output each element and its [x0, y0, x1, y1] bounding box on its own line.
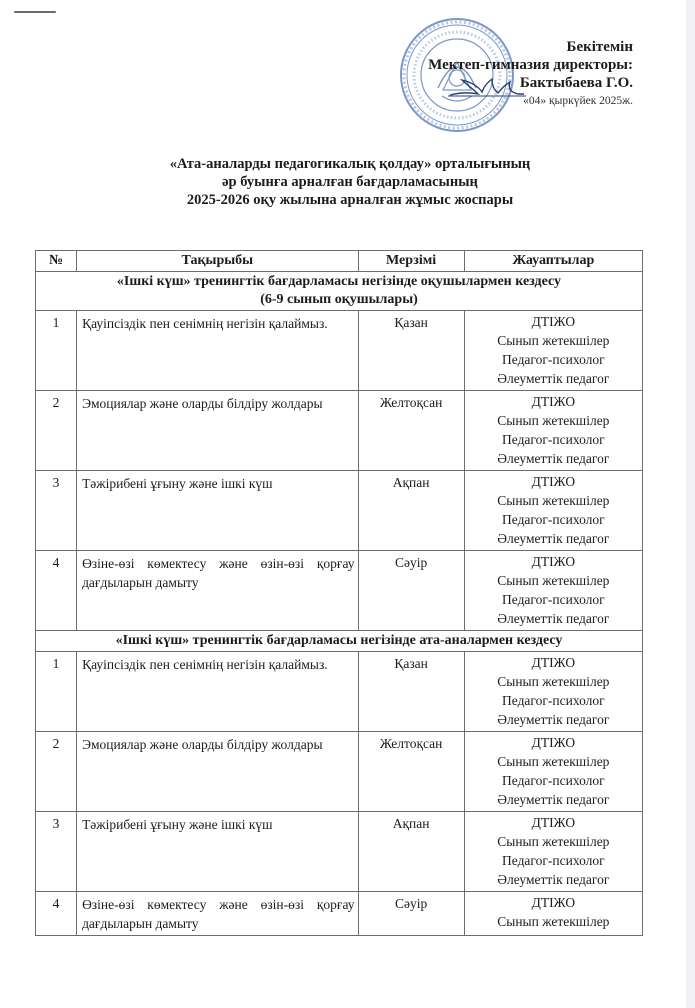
responsible-item: Педагог-психолог	[502, 853, 605, 868]
responsible-item: ДТІЖО	[531, 655, 576, 670]
row-number: 3	[36, 471, 77, 551]
table-row	[36, 812, 643, 892]
work-plan-table	[35, 250, 643, 936]
responsible-item: ДТІЖО	[531, 394, 576, 409]
row-responsible	[464, 311, 642, 391]
header-responsible: Жауаптылар	[464, 251, 642, 272]
responsible-item: ДТІЖО	[531, 895, 576, 910]
table-row	[36, 311, 643, 391]
row-topic: Өзіне-өзі көмектесу және өзін-өзі қорғау дағдыларын дамыту	[77, 551, 358, 631]
header-topic: Тақырыбы	[77, 251, 358, 272]
row-topic: Қауіпсіздік пен сенімнің негізін қалаймыз.	[77, 652, 358, 732]
row-number: 1	[36, 311, 77, 391]
row-number: 4	[36, 892, 77, 936]
row-responsible	[464, 732, 642, 812]
title-line-1: «Ата-аналарды педагогикалық қолдау» орталығының	[169, 156, 531, 172]
responsible-item: Педагог-психолог	[502, 432, 605, 447]
row-number: 4	[36, 551, 77, 631]
table-row	[36, 732, 643, 812]
title-line-3: 2025-2026 оқу жылына арналған жұмыс жоспары	[186, 192, 514, 208]
responsible-item: Педагог-психолог	[502, 352, 605, 367]
responsible-item: Сынып жетекшілер	[497, 834, 610, 849]
row-responsible	[464, 812, 642, 892]
row-topic: Эмоциялар және оларды білдіру жолдары	[77, 391, 358, 471]
responsible-item: ДТІЖО	[531, 735, 576, 750]
section-subtitle: (6-9 сынып оқушылары)	[260, 292, 418, 307]
row-responsible	[464, 551, 642, 631]
row-date: Қазан	[358, 311, 464, 391]
table-header-row	[36, 251, 643, 272]
row-number: 2	[36, 732, 77, 812]
table-row	[36, 391, 643, 471]
approval-date: «04» қыркүйек 2025ж.	[523, 95, 633, 107]
responsible-item: Әлеуметтік педагог	[497, 872, 610, 887]
row-responsible	[464, 892, 642, 936]
responsible-item: Сынып жетекшілер	[497, 674, 610, 689]
responsible-item: ДТІЖО	[531, 314, 576, 329]
approval-name: Бактыбаева Г.О.	[519, 75, 633, 91]
header-date: Мерзімі	[358, 251, 464, 272]
corner-mark	[14, 11, 56, 13]
document-title	[100, 155, 600, 209]
responsible-item: Әлеуметтік педагог	[497, 712, 610, 727]
responsible-item: Әлеуметтік педагог	[497, 611, 610, 626]
responsible-item: Әлеуметтік педагог	[497, 371, 610, 386]
responsible-item: Сынып жетекшілер	[497, 573, 610, 588]
row-number: 1	[36, 652, 77, 732]
row-responsible	[464, 471, 642, 551]
section-title-line: «Ішкі күш» тренингтік бағдарламасы негізінде ата-аналармен кездесу	[115, 633, 563, 648]
row-date: Ақпан	[358, 812, 464, 892]
row-topic: Тәжірибені ұғыну және ішкі күш	[77, 471, 358, 551]
responsible-item: Педагог-психолог	[502, 592, 605, 607]
section-row	[36, 631, 643, 652]
section-title	[36, 631, 643, 652]
row-topic: Қауіпсіздік пен сенімнің негізін қалаймыз.	[77, 311, 358, 391]
responsible-item: Сынып жетекшілер	[497, 333, 610, 348]
section-title	[36, 272, 643, 311]
approval-block	[428, 38, 633, 110]
row-number: 2	[36, 391, 77, 471]
table-row	[36, 551, 643, 631]
row-responsible	[464, 652, 642, 732]
responsible-item: Әлеуметтік педагог	[497, 792, 610, 807]
responsible-item: Педагог-психолог	[502, 512, 605, 527]
row-topic: Тәжірибені ұғыну және ішкі күш	[77, 812, 358, 892]
responsible-item: ДТІЖО	[531, 815, 576, 830]
table-row	[36, 471, 643, 551]
responsible-item: Сынып жетекшілер	[497, 914, 610, 929]
responsible-item: ДТІЖО	[531, 554, 576, 569]
row-date: Сәуір	[358, 892, 464, 936]
responsible-item: Педагог-психолог	[502, 773, 605, 788]
responsible-item: Педагог-психолог	[502, 693, 605, 708]
approval-position: Мектеп-гимназия директоры:	[428, 57, 633, 73]
responsible-item: Сынып жетекшілер	[497, 754, 610, 769]
table-row	[36, 892, 643, 936]
section-title-line: «Ішкі күш» тренингтік бағдарламасы негізінде оқушылармен кездесу	[116, 274, 562, 289]
page-right-margin	[686, 0, 695, 1008]
row-date: Ақпан	[358, 471, 464, 551]
title-line-2: әр буынға арналған бағдарламасының	[222, 174, 478, 190]
responsible-item: Әлеуметтік педагог	[497, 451, 610, 466]
table-row	[36, 652, 643, 732]
responsible-item: Әлеуметтік педагог	[497, 531, 610, 546]
header-number: №	[36, 251, 77, 272]
approval-heading: Бекітемін	[566, 39, 633, 55]
row-topic: Өзіне-өзі көмектесу және өзін-өзі қорғау дағдыларын дамыту	[77, 892, 358, 936]
row-topic: Эмоциялар және оларды білдіру жолдары	[77, 732, 358, 812]
row-date: Сәуір	[358, 551, 464, 631]
section-row	[36, 272, 643, 311]
row-responsible	[464, 391, 642, 471]
responsible-item: Сынып жетекшілер	[497, 413, 610, 428]
responsible-item: ДТІЖО	[531, 474, 576, 489]
row-date: Қазан	[358, 652, 464, 732]
row-number: 3	[36, 812, 77, 892]
row-date: Желтоқсан	[358, 391, 464, 471]
responsible-item: Сынып жетекшілер	[497, 493, 610, 508]
row-date: Желтоқсан	[358, 732, 464, 812]
